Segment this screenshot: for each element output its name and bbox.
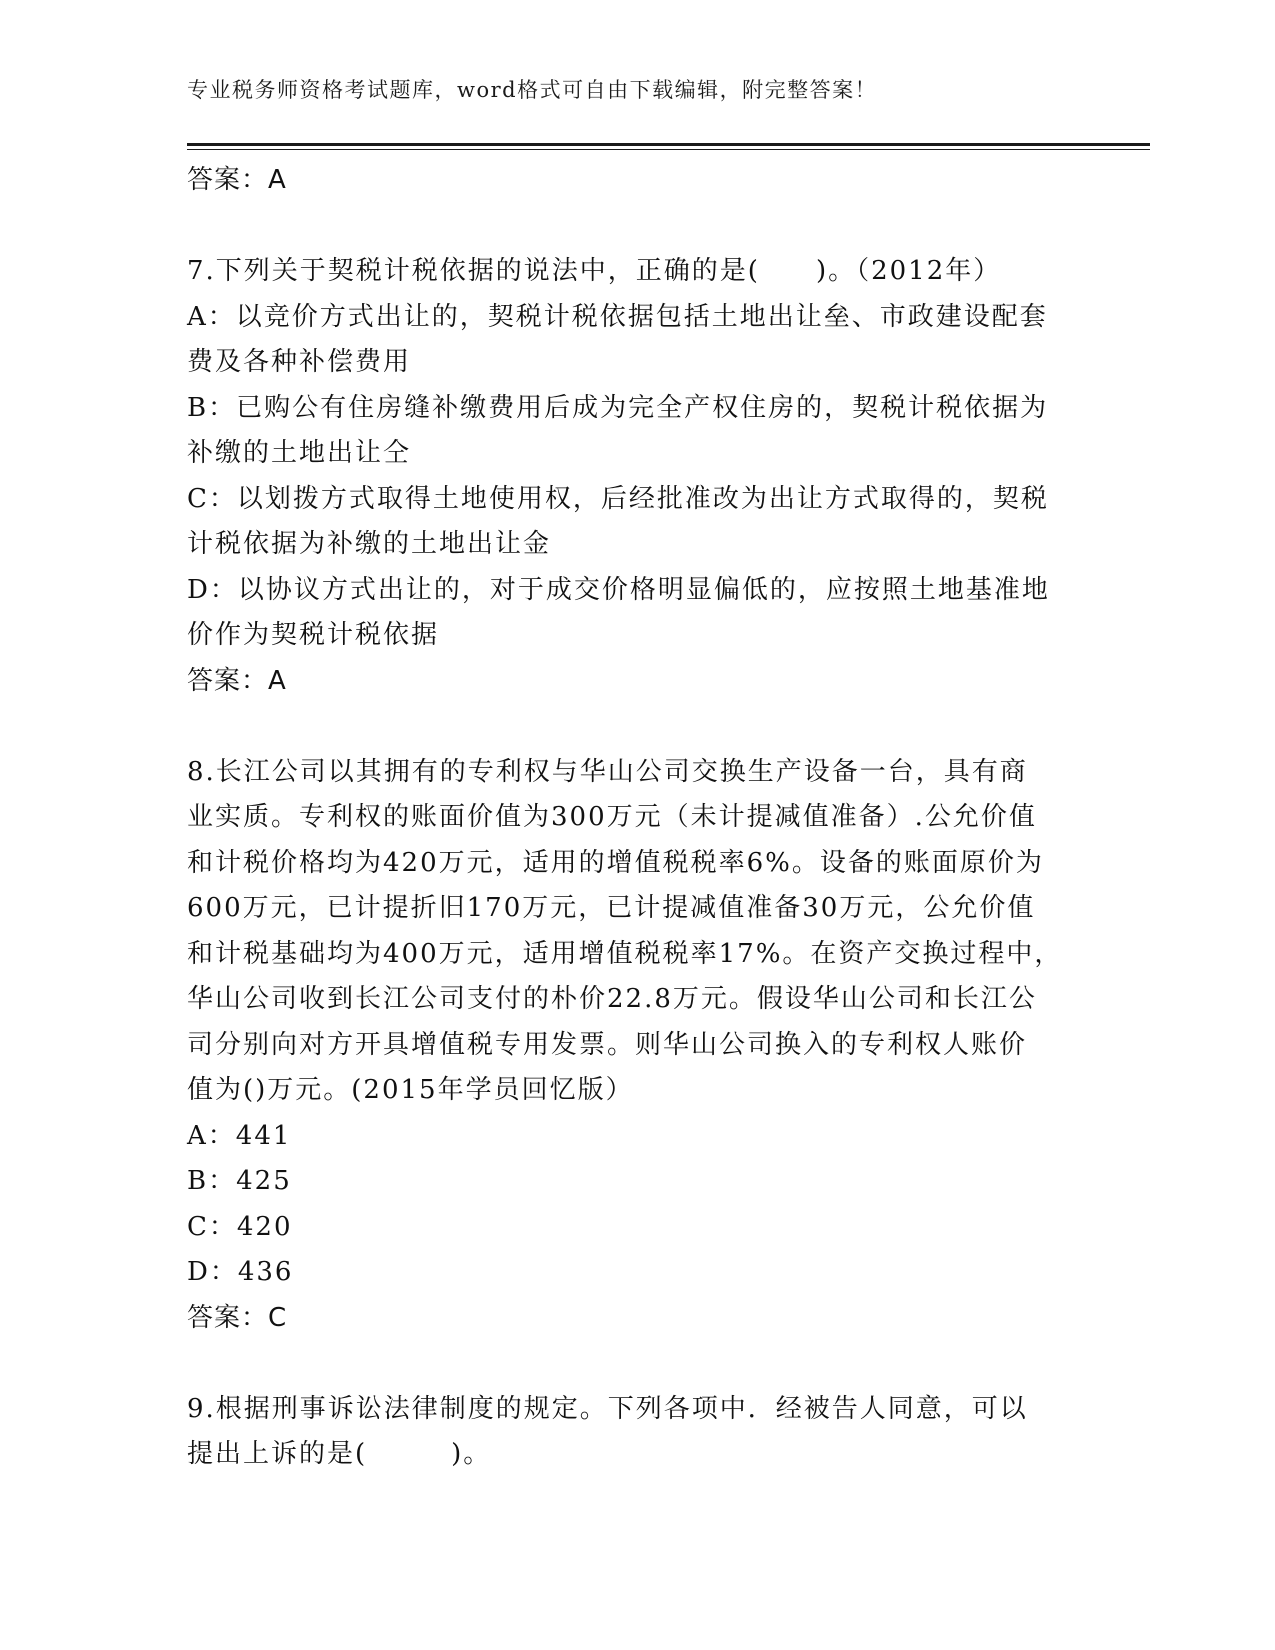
q8-answer: 答案：C <box>187 1302 288 1333</box>
q8-option-c: C：420 <box>187 1211 293 1242</box>
q8-stem-line: 和计税基础均为400万元，适用增值税税率17%。在资产交换过程中， <box>187 938 1063 969</box>
q7-option-b: B：已购公有住房缝补缴费用后成为完全产权住房的，契税计税依据为 <box>187 392 1049 423</box>
q7-option-b-cont: 补缴的土地出让仝 <box>187 438 412 468</box>
document-body <box>187 158 1087 1478</box>
page-header: 专业税务师资格考试题库，word格式可自由下载编辑，附完整答案！ <box>187 78 878 102</box>
q8-stem-line: 8.长江公司以其拥有的专利权与华山公司交换生产设备一台，具有商 <box>187 756 1028 787</box>
q7-stem: 7.下列关于契税计税依据的说法中，正确的是( )。（2012年） <box>187 256 1002 286</box>
q9-stem-line: 9.根据刑事诉讼法律制度的规定。下列各项中．经被告人同意，可以 <box>187 1393 1028 1424</box>
question-7 <box>187 249 1087 704</box>
q8-option-d: D：436 <box>187 1257 294 1287</box>
header-rule-thin <box>187 149 1150 150</box>
q7-option-a: A：以竞价方式出让的，契税计税依据包括土地出让垒、市政建设配套 <box>187 301 1048 332</box>
q8-stem-line: 600万元，已计提折旧170万元，已计提减值准备30万元，公允价值 <box>187 893 1036 923</box>
q7-option-d: D：以协议方式出让的，对于成交价格明显偏低的，应按照土地基准地 <box>187 574 1050 605</box>
q7-option-c: C：以划拨方式取得土地使用权，后经批准改为出让方式取得的，契税 <box>187 483 1049 514</box>
q8-stem-line: 业实质。专利权的账面价值为300万元（未计提减值准备）.公允价值 <box>187 802 1037 832</box>
q6-answer: 答案：A <box>187 165 287 195</box>
q7-option-c-cont: 计税依据为补缴的土地出让金 <box>187 529 552 559</box>
q8-stem-line: 和计税价格均为420万元，适用的增值税税率6%。设备的账面原价为 <box>187 847 1044 878</box>
q8-option-b: B：425 <box>187 1166 292 1196</box>
spacer <box>187 704 1087 750</box>
header-rule-thick <box>187 143 1150 146</box>
q8-stem-line: 华山公司收到长江公司支付的朴价22.8万元。假设华山公司和长江公 <box>187 984 1037 1014</box>
q8-stem-line: 司分别向对方开具增值税专用发票。则华山公司换入的专利权人账价 <box>187 1029 1028 1060</box>
question-8 <box>187 750 1087 1342</box>
q7-option-d-cont: 价作为契税计税依据 <box>187 620 440 650</box>
question-9 <box>187 1387 1087 1478</box>
q7-answer: 答案：A <box>187 665 287 696</box>
spacer <box>187 204 1087 250</box>
q9-stem-line: 提出上诉的是( )。 <box>187 1439 492 1469</box>
q8-stem-line: 值为()万元。(2015年学员回忆版） <box>187 1075 634 1105</box>
q8-option-a: A：441 <box>187 1120 292 1151</box>
spacer <box>187 1341 1087 1387</box>
q7-option-a-cont: 费及各种补偿费用 <box>187 347 412 377</box>
